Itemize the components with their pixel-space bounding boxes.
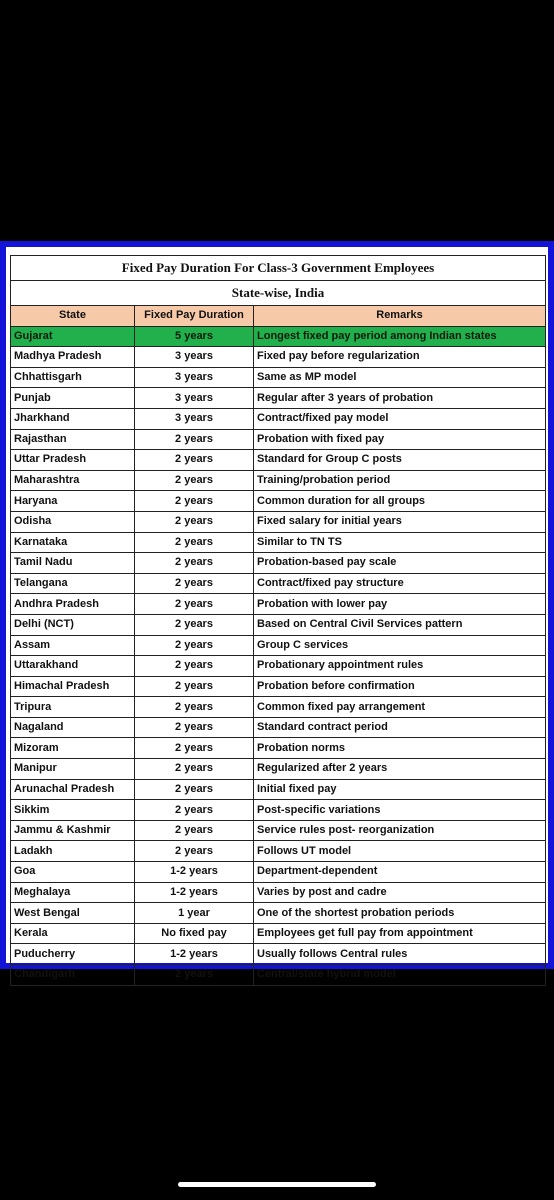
duration-cell: 2 years [135,594,254,615]
remarks-cell: Common duration for all groups [254,491,546,512]
header-row [11,306,546,327]
table-row [11,923,546,944]
remarks-cell: Longest fixed pay period among Indian states [254,326,546,347]
remarks-cell: Same as MP model [254,367,546,388]
title-row [11,256,546,281]
table-row [11,759,546,780]
document-image-frame [0,241,554,981]
duration-cell: 2 years [135,635,254,656]
state-cell: Kerala [11,923,135,944]
remarks-cell: One of the shortest probation periods [254,903,546,924]
state-cell: Telangana [11,573,135,594]
duration-cell: 3 years [135,347,254,368]
duration-cell: 3 years [135,408,254,429]
state-cell: Gujarat [11,326,135,347]
state-cell: West Bengal [11,903,135,924]
table-row [11,367,546,388]
duration-cell: 1-2 years [135,862,254,883]
table-row [11,614,546,635]
duration-cell: 2 years [135,841,254,862]
duration-cell: 2 years [135,779,254,800]
state-cell: Assam [11,635,135,656]
table-row [11,841,546,862]
table-row [11,903,546,924]
state-cell: Rajasthan [11,429,135,450]
state-cell: Chandigarh [11,965,135,986]
state-cell: Arunachal Pradesh [11,779,135,800]
table-row [11,573,546,594]
state-cell: Maharashtra [11,470,135,491]
state-cell: Tamil Nadu [11,553,135,574]
table-row [11,779,546,800]
remarks-cell: Usually follows Central rules [254,944,546,965]
duration-cell: 2 years [135,676,254,697]
state-cell: Punjab [11,388,135,409]
remarks-cell: Central/state hybrid model [254,965,546,986]
remarks-cell: Varies by post and cadre [254,882,546,903]
remarks-cell: Contract/fixed pay model [254,408,546,429]
table-row [11,429,546,450]
table-row [11,470,546,491]
table-row [11,532,546,553]
duration-cell: 1-2 years [135,944,254,965]
table-row [11,656,546,677]
remarks-cell: Regularized after 2 years [254,759,546,780]
remarks-cell: Probation with fixed pay [254,429,546,450]
table-subtitle: State-wise, India [11,281,546,306]
remarks-cell: Probation-based pay scale [254,553,546,574]
state-cell: Odisha [11,511,135,532]
duration-cell: 2 years [135,532,254,553]
subtitle-row [11,281,546,306]
duration-cell: 2 years [135,656,254,677]
remarks-cell: Standard for Group C posts [254,450,546,471]
state-cell: Goa [11,862,135,883]
remarks-cell: Fixed pay before regularization [254,347,546,368]
duration-cell: No fixed pay [135,923,254,944]
remarks-cell: Contract/fixed pay structure [254,573,546,594]
duration-cell: 2 years [135,491,254,512]
remarks-cell: Probationary appointment rules [254,656,546,677]
column-header-duration: Fixed Pay Duration [135,306,254,327]
duration-cell: 2 years [135,800,254,821]
duration-cell: 5 years [135,326,254,347]
table-row [11,862,546,883]
remarks-cell: Service rules post- reorganization [254,820,546,841]
remarks-cell: Probation before confirmation [254,676,546,697]
document-sheet [6,247,548,981]
table-row [11,738,546,759]
duration-cell: 1-2 years [135,882,254,903]
table-row [11,944,546,965]
table-row [11,800,546,821]
table-row [11,347,546,368]
table-row [11,491,546,512]
state-cell: Madhya Pradesh [11,347,135,368]
column-header-state: State [11,306,135,327]
state-cell: Jammu & Kashmir [11,820,135,841]
duration-cell: 2 years [135,738,254,759]
table-row [11,450,546,471]
table-row [11,594,546,615]
duration-cell: 2 years [135,450,254,471]
state-cell: Sikkim [11,800,135,821]
state-cell: Delhi (NCT) [11,614,135,635]
remarks-cell: Initial fixed pay [254,779,546,800]
table-row [11,388,546,409]
remarks-cell: Standard contract period [254,717,546,738]
table-row [11,408,546,429]
table-row [11,511,546,532]
remarks-cell: Based on Central Civil Services pattern [254,614,546,635]
state-cell: Nagaland [11,717,135,738]
remarks-cell: Follows UT model [254,841,546,862]
duration-cell: 2 years [135,697,254,718]
state-cell: Puducherry [11,944,135,965]
state-cell: Himachal Pradesh [11,676,135,697]
table-row [11,553,546,574]
duration-cell: 3 years [135,367,254,388]
table-title: Fixed Pay Duration For Class-3 Government Employees [11,256,546,281]
state-cell: Haryana [11,491,135,512]
remarks-cell: Post-specific variations [254,800,546,821]
duration-cell: 2 years [135,759,254,780]
remarks-cell: Training/probation period [254,470,546,491]
state-cell: Chhattisgarh [11,367,135,388]
table-row [11,697,546,718]
remarks-cell: Similar to TN TS [254,532,546,553]
duration-cell: 2 years [135,429,254,450]
table-row [11,965,546,986]
duration-cell: 2 years [135,573,254,594]
duration-cell: 2 years [135,470,254,491]
table-row [11,326,546,347]
duration-cell: 2 years [135,511,254,532]
remarks-cell: Fixed salary for initial years [254,511,546,532]
table-row [11,882,546,903]
remarks-cell: Regular after 3 years of probation [254,388,546,409]
state-cell: Karnataka [11,532,135,553]
table-row [11,635,546,656]
duration-cell: 2 years [135,717,254,738]
remarks-cell: Group C services [254,635,546,656]
state-cell: Mizoram [11,738,135,759]
state-cell: Tripura [11,697,135,718]
table-row [11,717,546,738]
table-row [11,676,546,697]
duration-cell: 2 years [135,965,254,986]
table-row [11,820,546,841]
duration-cell: 3 years [135,388,254,409]
remarks-cell: Employees get full pay from appointment [254,923,546,944]
state-cell: Andhra Pradesh [11,594,135,615]
state-cell: Manipur [11,759,135,780]
remarks-cell: Probation with lower pay [254,594,546,615]
column-header-remarks: Remarks [254,306,546,327]
remarks-cell: Probation norms [254,738,546,759]
state-cell: Jharkhand [11,408,135,429]
remarks-cell: Department-dependent [254,862,546,883]
state-cell: Ladakh [11,841,135,862]
state-cell: Uttarakhand [11,656,135,677]
remarks-cell: Common fixed pay arrangement [254,697,546,718]
home-indicator-bar[interactable] [178,1182,376,1187]
duration-cell: 2 years [135,820,254,841]
duration-cell: 1 year [135,903,254,924]
state-cell: Uttar Pradesh [11,450,135,471]
duration-cell: 2 years [135,553,254,574]
duration-cell: 2 years [135,614,254,635]
fixed-pay-table [10,255,546,986]
state-cell: Meghalaya [11,882,135,903]
